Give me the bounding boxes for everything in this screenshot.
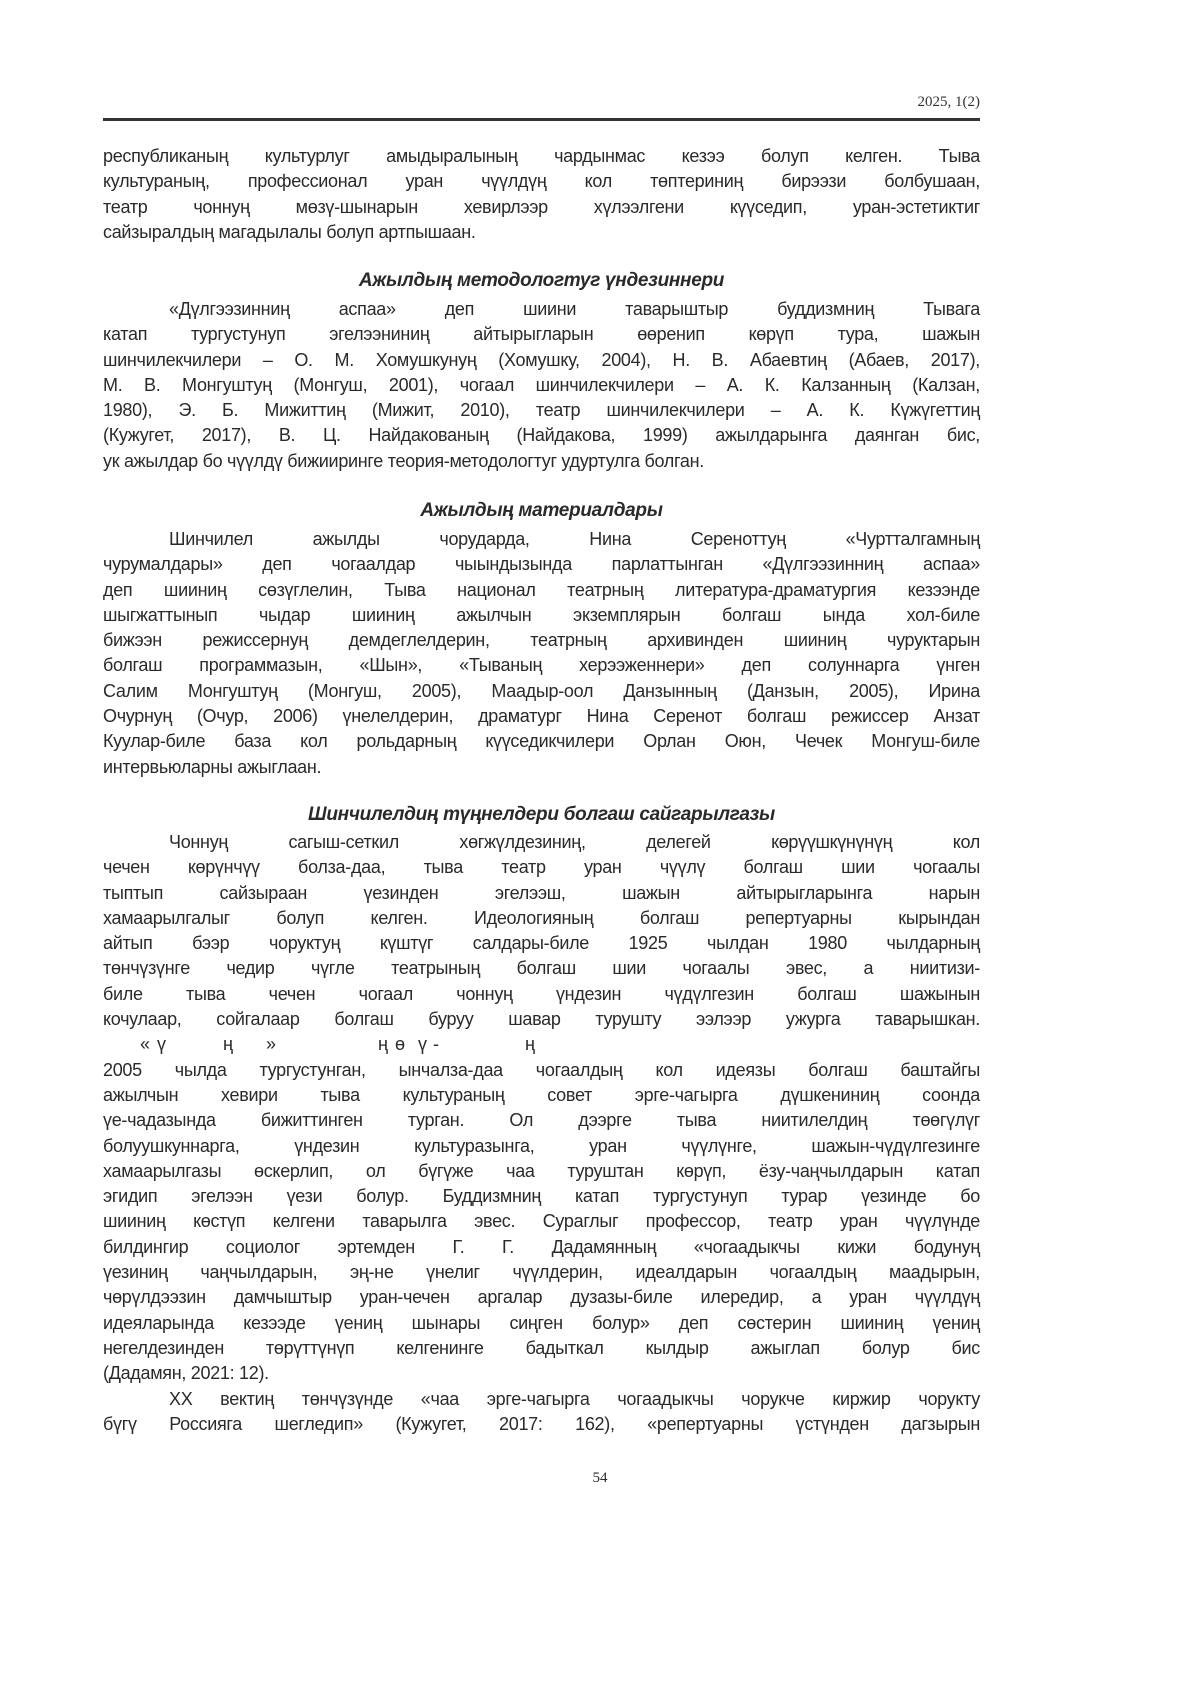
text-line: ук ажылдар бо чүүлдү бижииринге теория-методологтуг удуртулга болган. (103, 450, 704, 471)
running-head: 2025, 1(2) (917, 94, 980, 110)
broken-glyph-line (103, 1032, 980, 1057)
glyph: ң (525, 1034, 535, 1055)
text-line: катап тургустунуп эгелээниниң айтырыгларын өөренип көрүп тура, шажын (103, 324, 980, 345)
text-line: бүгү Россияга шегледип» (Кужугет, 2017: 162), «репертуарны үстүнден дагзырын (103, 1414, 980, 1435)
text-line: чурумалдары» деп чогаалдар чыындызында парлаттынган «Дүлгээзинниң аспаа» (103, 554, 980, 575)
text-line: Куулар-биле база кол рольдарның күүседикчилери Орлан Оюн, Чечек Монгуш-биле (103, 731, 980, 752)
text-line: культураның, профессионал уран чүүлдүң кол төптериниң бирээзи болбушаан, (103, 171, 980, 192)
text-line: шинчилекчилери – О. М. Хомушкунуң (Хомушку, 2004), Н. В. Абаевтиң (Абаев, 2017), (103, 349, 980, 370)
paragraph-2 (103, 297, 980, 474)
text-line: негелдезинден төрүттүнүп келгенинге бадыткал кылдыр ажыглап болур бис (103, 1337, 980, 1358)
glyph: ө (395, 1034, 406, 1055)
page-number: 54 (592, 1470, 608, 1486)
text-line: 2005 чылда тургустунган, ынчалза-даа чогаалдың кол идеязы болгаш баштайгы (103, 1059, 980, 1080)
section-heading-methodology: Ажылдың методологтуг үндезиннери (358, 270, 725, 291)
text-line: чөрүлдээзин дамчыштыр уран-чечен аргалар дузазы-биле илередир, а уран чүүлдүң (103, 1287, 980, 1308)
text-line: деп шииниң сөзүглелин, Тыва национал театрның литература-драматургия кезээнде (103, 579, 980, 600)
text-line: болгаш программазын, «Шын», «Тываның херээженнери» деп солуннарга үнген (103, 655, 980, 676)
text-line: театр чоннуң мөзү-шынарын хевирлээр хүлээлгени күүседип, уран-эстетиктиг (103, 196, 980, 217)
text-line: «Дүлгээзинниң аспаа» деп шиини таварыштыр буддизмниң Тывага (169, 299, 980, 319)
glyph: ң (223, 1034, 233, 1055)
text-line: идеяларында кезээде үениң шынары сиңген болур» деп сөстерин шииниң үениң (103, 1312, 980, 1333)
text-line: (Кужугет, 2017), В. Ц. Найдакованың (Найдакова, 1999) ажылдарынга даянган бис, (103, 425, 980, 446)
paragraph-4-part-a (103, 830, 980, 1032)
text-line: республиканың культурлуг амыдыралының чардынмас кезээ болуп келген. Тыва (103, 146, 980, 166)
text-line: айтып бээр чоруктуң күштүг салдары-биле 1925 чылдан 1980 чылдарның (103, 933, 980, 954)
text-line: XX вектиң төнчүзүнде «чаа эрге-чагырга чогаадыкчы чорукче киржир чорукту (169, 1389, 980, 1409)
text-line: Очурнуң (Очур, 2006) үнелелдерин, драматург Нина Серенот болгаш режиссер Анзат (103, 706, 980, 727)
text-line: 1980), Э. Б. Мижиттиң (Мижит, 2010), театр шинчилекчилери – А. К. Күжүгеттиң (103, 400, 980, 421)
text-line: Шинчилел ажылды чорударда, Нина Сереноттуң «Чуртталгамның (169, 529, 980, 549)
text-line: интервьюларны ажыглаан. (103, 756, 322, 777)
glyph: ң (378, 1034, 388, 1055)
paragraph-1 (103, 144, 980, 245)
text-line: Салим Монгуштуң (Монгуш, 2005), Маадыр-оол Данзынның (Данзын, 2005), Ирина (103, 680, 980, 701)
paragraph-4-part-b (103, 1058, 980, 1387)
text-line: эгидип эгелээн үези болур. Буддизмниң катап тургустунуп турар үезинде бо (103, 1186, 980, 1207)
text-line: (Дадамян, 2021: 12). (103, 1363, 269, 1384)
glyph: - (433, 1034, 439, 1055)
text-line: хамаарылгазы өскерлип, ол бүгүже чаа туруштан көрүп, ёзу-чаңчылдарын катап (103, 1160, 980, 1181)
text-line: бижээн режиссернуң демдеглелдерин, театрның архивинден шииниң чуруктарын (103, 630, 980, 651)
text-line: ажылчын хевири тыва культураның совет эрге-чагырга дүшкениниң соонда (103, 1084, 980, 1105)
paragraph-4 (103, 830, 980, 1387)
text-line: үезиниң чаңчылдарын, эң-не үнелиг чүүлдерин, идеалдарын чогаалдың маадырын, (103, 1262, 980, 1283)
glyph: » (266, 1034, 277, 1055)
text-line: төнчүзүнге чедир чүгле театрының болгаш шии чогаалы эвес, а ниитизи- (103, 958, 980, 979)
text-line: сайзыралдың магадылалы болуп артпышаан. (103, 221, 476, 242)
text-line: болуушкуннарга, үндезин культуразынга, уран чүүлүнге, шажын-чүдүлгезинге (103, 1135, 980, 1156)
text-line: чечен көрүнчүү болза-даа, тыва театр уран чүүлү болгаш шии чогаалы (103, 857, 980, 878)
text-line: биле тыва чечен чогаал чоннуң үндезин чүдүлгезин болгаш шажынын (103, 983, 980, 1004)
text-line: үе-чадазында бижиттинген турган. Ол дээрге тыва ниитилелдиң төөгүлүг (103, 1110, 980, 1131)
text-line: кочулаар, сойгалаар болгаш буруу шавар турушту ээлээр ужурга таварышкан. (103, 1009, 980, 1030)
text-line: билдингир социолог эртемден Г. Г. Дадамянның «чогаадыкчы кижи бодунуң (103, 1236, 980, 1257)
section-heading-materials: Ажылдың материалдары (420, 500, 663, 521)
glyph: « (140, 1034, 151, 1055)
paragraph-3 (103, 527, 980, 780)
text-line: шыгжаттынып чыдар шииниң ажылчын экземплярын болгаш ында хол-биле (103, 604, 980, 625)
glyph: ү (418, 1034, 427, 1055)
text-line: шииниң көстүп келгени таварылга эвес. Сураглыг профессор, театр уран чүүлүнде (103, 1211, 980, 1232)
text-line: тыптып сайзыраан үезинден эгелээш, шажын айтырыгларынга нарын (103, 882, 980, 903)
text-line: М. В. Монгуштуң (Монгуш, 2001), чогаал шинчилекчилери – А. К. Калзанның (Калзан, (103, 374, 980, 395)
header-rule (103, 118, 980, 121)
section-heading-results: Шинчилелдиң түңнелдери болгаш сайгарылгазы (308, 804, 775, 825)
paragraph-5 (103, 1387, 980, 1438)
glyph: ү (157, 1034, 166, 1055)
text-line: Чоннуң сагыш-сеткил хөгжүлдезиниң, делегей көрүүшкүнүнүң кол (169, 832, 980, 852)
text-line: хамаарылгалыг болуп келген. Идеологияның болгаш репертуарны кырындан (103, 907, 980, 928)
